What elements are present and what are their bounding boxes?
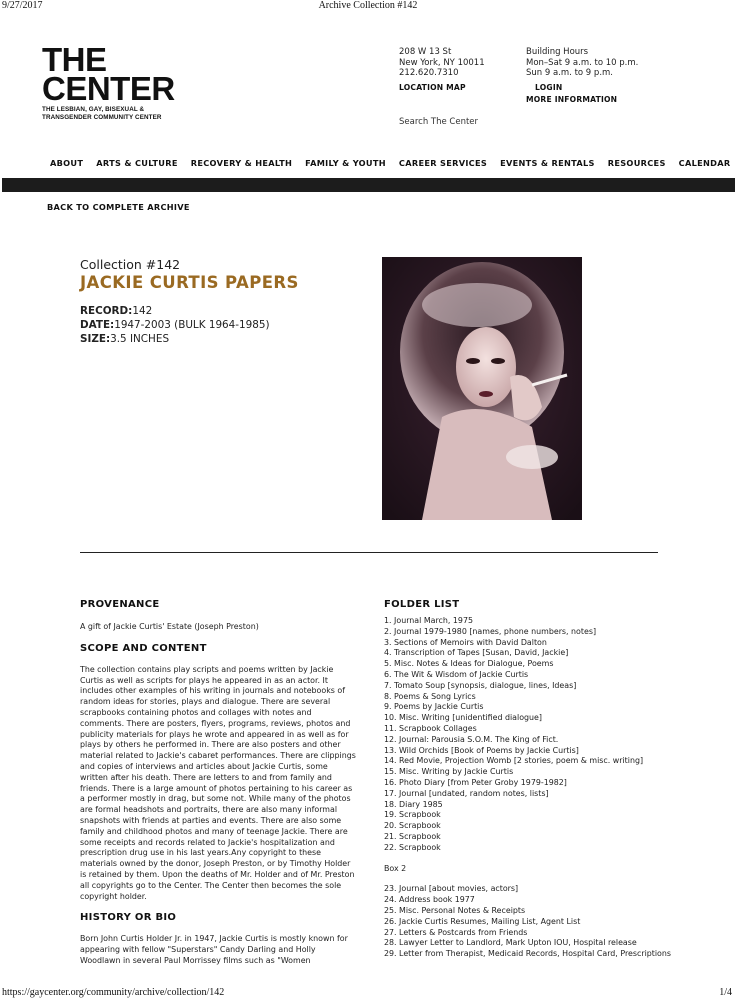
list-item: 21. Scrapbook: [384, 831, 441, 841]
address-street: 208 W 13 St: [399, 47, 452, 57]
nav-about[interactable]: ABOUT: [50, 158, 84, 168]
size-label: SIZE:: [80, 333, 111, 345]
list-item: 23. Journal [about movies, actors]: [384, 884, 519, 894]
list-item: 26. Jackie Curtis Resumes, Mailing List, Agent List: [384, 916, 581, 926]
list-item: 9. Poems by Jackie Curtis: [384, 702, 484, 712]
nav-family-youth[interactable]: FAMILY & YOUTH: [305, 158, 386, 168]
print-date: 9/27/2017: [2, 0, 43, 11]
logo-subtitle-1: THE LESBIAN, GAY, BISEXUAL &: [42, 106, 145, 113]
list-item: 5. Misc. Notes & Ideas for Dialogue, Poems: [384, 659, 554, 669]
section-divider: [80, 552, 658, 553]
list-item: 24. Address book 1977: [384, 895, 475, 905]
right-column: [384, 599, 684, 960]
list-item: 14. Red Movie, Projection Womb [2 stories, poem & misc. writing]: [384, 756, 644, 766]
provenance-text: A gift of Jackie Curtis' Estate (Joseph Preston): [80, 622, 259, 631]
hours-sunday: Sun 9 a.m. to 9 p.m.: [526, 68, 614, 78]
print-page-number: 1/4: [719, 987, 732, 998]
list-item: 29. Letter from Therapist, Medicaid Records, Hospital Card, Prescriptions: [384, 949, 671, 959]
print-footer: [0, 986, 736, 1000]
hours-block: [526, 47, 638, 106]
nav-career-services[interactable]: CAREER SERVICES: [398, 158, 488, 168]
print-title: Archive Collection #142: [318, 0, 418, 11]
collection-number: Collection #142: [80, 257, 181, 272]
print-url: https://gaycenter.org/community/archive/collection/142: [2, 987, 225, 998]
search-input[interactable]: Search The Center: [399, 117, 479, 127]
list-item: 10. Misc. Writing [unidentified dialogue]: [384, 713, 542, 723]
hours-heading: Building Hours: [526, 47, 589, 57]
logo-line-2: CENTER: [42, 70, 175, 107]
nav-arts-culture[interactable]: ARTS & CULTURE: [96, 158, 178, 168]
list-item: 6. The Wit & Wisdom of Jackie Curtis: [384, 669, 529, 679]
history-heading: HISTORY OR BIO: [80, 912, 177, 924]
collection-title: JACKIE CURTIS PAPERS: [80, 273, 299, 292]
center-logo[interactable]: [42, 41, 202, 121]
more-information-link[interactable]: MORE INFORMATION: [526, 95, 618, 104]
list-item: 18. Diary 1985: [384, 799, 443, 809]
list-item: 2. Journal 1979-1980 [names, phone numbers, notes]: [384, 626, 597, 636]
logo-subtitle-2: TRANSGENDER COMMUNITY CENTER: [42, 113, 162, 121]
box-2-label: Box 2: [384, 863, 407, 873]
nav-resources[interactable]: RESOURCES: [607, 158, 666, 168]
list-item: 19. Scrapbook: [384, 810, 441, 820]
folder-list-heading: FOLDER LIST: [384, 599, 460, 610]
hours-weekday: Mon–Sat 9 a.m. to 10 p.m.: [526, 57, 639, 68]
list-item: 15. Misc. Writing by Jackie Curtis: [384, 767, 514, 777]
list-item: 22. Scrapbook: [384, 842, 441, 852]
provenance-heading: PROVENANCE: [80, 599, 160, 610]
list-item: 20. Scrapbook: [384, 821, 441, 831]
collection-portrait-photo: [382, 257, 582, 520]
address-city: New York, NY 10011: [399, 57, 485, 68]
nav-events-rentals[interactable]: EVENTS & RENTALS: [500, 158, 595, 168]
nav-calendar[interactable]: CALENDAR: [678, 158, 731, 168]
address-block: [399, 47, 485, 93]
list-item: 25. Misc. Personal Notes & Receipts: [384, 905, 526, 915]
left-column: [80, 599, 356, 967]
list-item: 1. Journal March, 1975: [384, 616, 473, 625]
list-item: 13. Wild Orchids [Book of Poems by Jackie Curtis]: [384, 745, 579, 755]
list-item: 16. Photo Diary [from Peter Groby 1979-1982]: [384, 777, 567, 787]
logo-line-1: THE: [42, 41, 107, 78]
collection-meta: [80, 304, 270, 346]
list-item: 28. Lawyer Letter to Landlord, Mark Upton IOU, Hospital release: [384, 938, 637, 948]
address-phone: 212.620.7310: [399, 68, 459, 78]
list-item: 8. Poems & Song Lyrics: [384, 691, 476, 701]
login-link[interactable]: LOGIN: [535, 82, 563, 92]
record-value: 142: [132, 305, 153, 317]
list-item: 7. Tomato Soup [synopsis, dialogue, lines, Ideas]: [384, 680, 577, 690]
print-header: [0, 0, 736, 14]
nav-recovery-health[interactable]: RECOVERY & HEALTH: [190, 158, 293, 168]
scope-heading: SCOPE AND CONTENT: [80, 642, 207, 654]
header-divider-bar: [2, 178, 735, 192]
scope-text: The collection contains play scripts and poems written by Jackie Curtis as well as scripts for plays he appeared in as an actor. It includes other examples of his writing in journals and notebooks of random ideas for stories, plays and dialogue. There are several scrapbooks containing photos and collages with notes and comments. There are posters, flyers, programs, reviews, photos and publicity materials for plays he wrote and appeared in as well as for plays by others he performed in. There are also posters and other material related to Jackie's cabaret performances. There are clippings and copies of interviews and articles about Jackie Curtis, some written after his death. There are letters to and from family and friends. There is a large amount of photos pertaining to his career as a performer mostly in drag, but some not. While many of the photos are formal headshots and portraits, there are also many informal snapshots with friends at parties and events. There are also some family and childhood photos and many of teenage Jackie. There are some receipts and records related to Jackie's hospitalization and prescription drug use in his last years.Any copyright to these materials owned by the donor, Joseph Preston, or by Timothy Holder is retained by them. Upon the deaths of Mr. Holder and of Mr. Preston all copyrights go to the Center. The Center then becomes the sole copyright holder.: [80, 664, 356, 901]
folder-list-box2: [384, 884, 684, 960]
list-item: 3. Sections of Memoirs with David Dalton: [384, 637, 547, 647]
folder-list-box1: [384, 616, 684, 854]
list-item: 17. Journal [undated, random notes, lists]: [384, 788, 549, 798]
size-value: 3.5 INCHES: [110, 333, 170, 345]
location-map-link[interactable]: LOCATION MAP: [399, 82, 466, 92]
list-item: 11. Scrapbook Collages: [384, 723, 477, 733]
main-nav: [50, 158, 731, 172]
list-item: 4. Transcription of Tapes [Susan, David, Jackie]: [384, 648, 569, 658]
list-item: 12. Journal: Parousia S.O.M. The King of Fict.: [384, 734, 559, 744]
date-label: DATE:: [80, 319, 115, 331]
date-value: 1947-2003 (BULK 1964-1985): [114, 319, 270, 331]
history-text: Born John Curtis Holder Jr. in 1947, Jackie Curtis is mostly known for appearing with fellow "Superstars" Candy Darling and Holly Woodlawn in several Paul Morrissey films such as "Women: [80, 934, 348, 965]
back-to-archive-link[interactable]: BACK TO COMPLETE ARCHIVE: [47, 202, 190, 212]
record-label: RECORD:: [80, 305, 133, 317]
list-item: 27. Letters & Postcards from Friends: [384, 927, 528, 937]
